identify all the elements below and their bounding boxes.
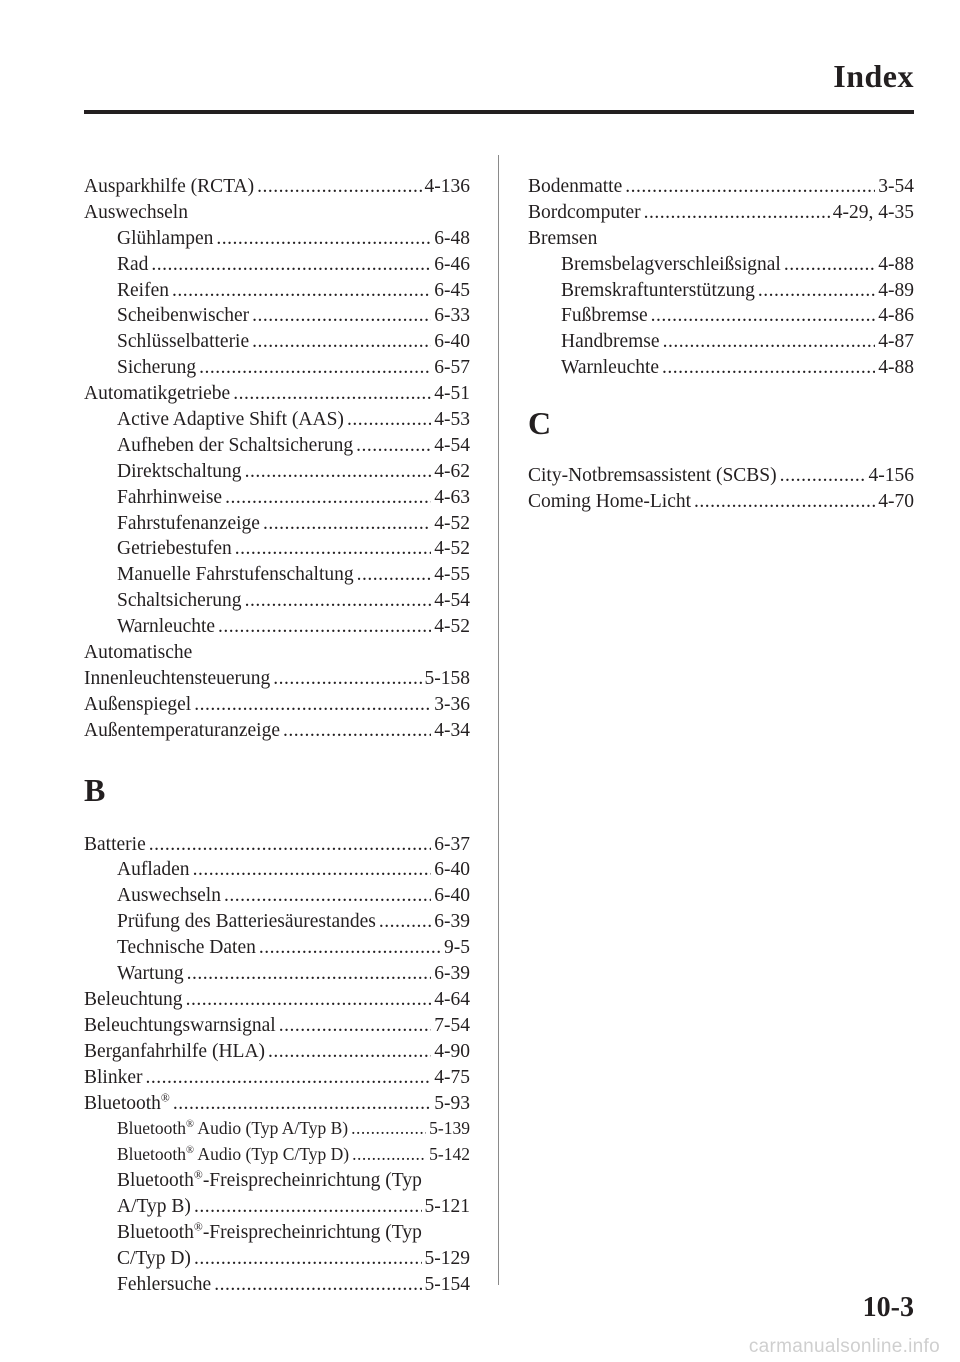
entry-label: Wartung xyxy=(117,963,184,985)
index-subentry xyxy=(84,407,470,433)
entry-label-suffix: Audio (Typ A/Typ B) xyxy=(194,1118,349,1139)
entry-label: Berganfahrhilfe (HLA) xyxy=(84,1040,266,1062)
entry-label: Coming Home-Licht xyxy=(528,491,692,513)
entry-label xyxy=(84,1091,170,1117)
entry-label: Ausparkhilfe (RCTA) xyxy=(84,176,255,197)
leader-dots xyxy=(758,278,875,304)
index-entry xyxy=(84,666,470,692)
entry-label: Direktschaltung xyxy=(117,460,242,482)
entry-page: 3-36 xyxy=(434,693,470,715)
entry-label: Schaltsicherung xyxy=(117,590,242,612)
index-column-right xyxy=(528,174,914,515)
column-divider xyxy=(498,155,499,1285)
index-subentry xyxy=(84,1194,470,1220)
entry-page: 4-88 xyxy=(878,357,914,379)
entry-page: 6-37 xyxy=(434,833,470,855)
entry-label: Bodenmatte xyxy=(528,176,623,197)
leader-dots xyxy=(172,278,431,304)
entry-label: Bremskraftunterstützung xyxy=(561,279,755,301)
leader-dots xyxy=(347,407,431,433)
entry-page: 4-63 xyxy=(434,486,470,508)
leader-dots xyxy=(268,1039,431,1065)
index-subentry xyxy=(84,909,470,935)
leader-dots xyxy=(279,1013,432,1039)
leader-dots xyxy=(273,666,421,692)
index-subentry xyxy=(84,226,470,252)
index-entry-heading: Automatische xyxy=(84,642,193,664)
index-entry xyxy=(84,718,470,744)
entry-page: 6-40 xyxy=(434,331,470,353)
entry-label: Fahrstufenanzeige xyxy=(117,512,260,534)
leader-dots xyxy=(216,226,431,252)
entry-page: 4-53 xyxy=(434,409,470,431)
leader-dots xyxy=(257,174,421,200)
index-subentry xyxy=(84,329,470,355)
leader-dots xyxy=(352,1142,426,1168)
index-entry xyxy=(84,692,470,718)
entry-label: Bremsbelagverschleißsignal xyxy=(561,253,781,275)
index-entry xyxy=(528,174,914,200)
leader-dots xyxy=(199,355,431,381)
index-entry xyxy=(528,200,914,226)
index-subentry xyxy=(84,459,470,485)
entry-page: 4-156 xyxy=(868,465,914,487)
leader-dots xyxy=(235,536,431,562)
index-subentry xyxy=(84,511,470,537)
leader-dots xyxy=(625,174,875,200)
index-subentry xyxy=(84,252,470,278)
entry-page: 5-139 xyxy=(429,1118,470,1139)
index-subentry xyxy=(84,961,470,987)
index-subentry xyxy=(84,935,470,961)
leader-dots xyxy=(186,987,432,1013)
leader-dots xyxy=(245,459,432,485)
index-subentry xyxy=(528,329,914,355)
entry-page: 6-33 xyxy=(434,305,470,327)
registered-mark: ® xyxy=(186,1145,195,1157)
entry-page: 5-154 xyxy=(424,1273,470,1295)
section-letter-b: B xyxy=(84,771,106,808)
leader-dots xyxy=(252,329,431,355)
section-letter-c: C xyxy=(528,405,552,442)
entry-label-suffix: -Freisprecheinrichtung (Typ xyxy=(202,1221,422,1243)
leader-dots xyxy=(263,511,431,537)
entry-label: City-Notbremsassistent (SCBS) xyxy=(528,465,777,487)
index-subentry xyxy=(84,1246,470,1272)
entry-page: 7-54 xyxy=(434,1014,470,1036)
page-number: 10-3 xyxy=(862,1292,914,1323)
entry-page: 4-75 xyxy=(434,1066,470,1088)
header-rule xyxy=(84,110,914,114)
entry-label: Sicherung xyxy=(117,357,197,379)
entry-page: 4-55 xyxy=(434,564,470,586)
leader-dots xyxy=(193,857,432,883)
entry-label: Bordcomputer xyxy=(528,201,641,223)
entry-page: 4-86 xyxy=(878,305,914,327)
entry-label: Handbremse xyxy=(561,331,660,353)
index-subentry xyxy=(84,485,470,511)
entry-label: C/Typ D) xyxy=(117,1247,191,1269)
index-entry xyxy=(84,832,470,858)
entry-label-text: Bluetooth xyxy=(84,1092,161,1114)
entry-label: Active Adaptive Shift (AAS) xyxy=(117,409,344,431)
leader-dots xyxy=(187,961,432,987)
leader-dots xyxy=(694,489,875,515)
leader-dots xyxy=(644,200,830,226)
entry-page: 6-45 xyxy=(434,279,470,301)
index-subentry xyxy=(84,355,470,381)
index-subentry xyxy=(84,1272,470,1298)
leader-dots xyxy=(233,381,431,407)
entry-label: Reifen xyxy=(117,279,169,301)
leader-dots xyxy=(784,252,875,278)
entry-label-text: Bluetooth xyxy=(117,1221,194,1243)
leader-dots xyxy=(780,463,866,489)
entry-page: 6-46 xyxy=(434,253,470,275)
entry-label: Getriebestufen xyxy=(117,538,232,560)
entry-label: Beleuchtung xyxy=(84,988,183,1010)
index-entry xyxy=(528,489,914,515)
index-subentry xyxy=(528,303,914,329)
entry-label: Warnleuchte xyxy=(561,357,660,379)
index-subentry xyxy=(84,614,470,640)
entry-page: 4-52 xyxy=(434,538,470,560)
index-entry xyxy=(84,1039,470,1065)
entry-page: 4-52 xyxy=(434,616,470,638)
entry-page: 6-40 xyxy=(434,885,470,907)
entry-page: 6-40 xyxy=(434,859,470,881)
entry-label-suffix: -Freisprecheinrichtung (Typ xyxy=(202,1170,422,1192)
index-subentry xyxy=(84,303,470,329)
registered-mark: ® xyxy=(193,1168,203,1182)
entry-label: Rad xyxy=(117,253,149,275)
entry-label: Prüfung des Batteriesäurestandes xyxy=(117,911,376,933)
entry-page: 6-48 xyxy=(434,227,470,249)
index-subentry xyxy=(84,536,470,562)
index-entry xyxy=(84,987,470,1013)
index-subentry xyxy=(84,433,470,459)
watermark-text: carmanualsonline.info xyxy=(748,1336,940,1357)
index-subentry xyxy=(84,278,470,304)
entry-page: 4-34 xyxy=(434,719,470,741)
entry-page: 4-62 xyxy=(434,460,470,482)
leader-dots xyxy=(663,329,876,355)
entry-label: A/Typ B) xyxy=(117,1196,191,1218)
entry-label: Fehlersuche xyxy=(117,1273,212,1295)
index-subentry xyxy=(84,883,470,909)
entry-page: 5-158 xyxy=(424,667,470,689)
entry-page: 5-129 xyxy=(424,1247,470,1269)
index-entry xyxy=(84,1091,470,1117)
entry-label-text: Bluetooth xyxy=(117,1170,194,1192)
entry-label: Beleuchtungswarnsignal xyxy=(84,1014,276,1036)
entry-label: Außentemperaturanzeige xyxy=(84,719,280,741)
entry-page: 4-89 xyxy=(878,279,914,301)
entry-label-suffix: Audio (Typ C/Typ D) xyxy=(194,1144,350,1165)
registered-mark: ® xyxy=(160,1091,170,1104)
entry-label: Batterie xyxy=(84,833,146,855)
entry-label: Aufladen xyxy=(117,859,190,881)
leader-dots xyxy=(214,1272,421,1298)
index-subentry xyxy=(84,588,470,614)
leader-dots xyxy=(356,433,431,459)
entry-page: 5-93 xyxy=(434,1092,470,1114)
entry-label: Fahrhinweise xyxy=(117,486,223,508)
entry-label-text: Bluetooth xyxy=(117,1118,187,1139)
entry-page: 5-121 xyxy=(424,1196,470,1218)
leader-dots xyxy=(662,355,875,381)
entry-label: Außenspiegel xyxy=(84,693,192,715)
index-entry-heading: Bremsen xyxy=(528,227,598,249)
index-subentry xyxy=(528,278,914,304)
leader-dots xyxy=(357,562,432,588)
entry-page: 4-29, 4-35 xyxy=(832,201,914,223)
entry-page: 4-54 xyxy=(434,434,470,456)
leader-dots xyxy=(651,303,876,329)
entry-page: 4-54 xyxy=(434,590,470,612)
index-entry-heading: Auswechseln xyxy=(84,201,188,223)
index-subentry-heading xyxy=(84,1168,470,1194)
entry-label: Blinker xyxy=(84,1066,143,1088)
entry-page: 6-39 xyxy=(434,911,470,933)
entry-label: Auswechseln xyxy=(117,885,221,907)
entry-label: Automatikgetriebe xyxy=(84,383,231,405)
page-title: Index xyxy=(833,58,914,94)
index-entry xyxy=(528,463,914,489)
index-column-left xyxy=(84,174,470,1298)
leader-dots xyxy=(224,883,431,909)
leader-dots xyxy=(149,832,432,858)
entry-page: 4-88 xyxy=(878,253,914,275)
leader-dots xyxy=(259,935,441,961)
leader-dots xyxy=(245,588,432,614)
entry-page: 6-39 xyxy=(434,963,470,985)
entry-page: 4-52 xyxy=(434,512,470,534)
entry-label: Schlüsselbatterie xyxy=(117,331,250,353)
leader-dots xyxy=(146,1065,432,1091)
entry-page: 5-142 xyxy=(429,1144,470,1165)
leader-dots xyxy=(252,303,431,329)
entry-page: 4-136 xyxy=(424,176,470,197)
entry-label xyxy=(117,1142,349,1168)
leader-dots xyxy=(283,718,431,744)
leader-dots xyxy=(351,1116,426,1142)
index-subentry xyxy=(528,252,914,278)
entry-label: Warnleuchte xyxy=(117,616,216,638)
leader-dots xyxy=(173,1091,431,1117)
index-entry xyxy=(84,1013,470,1039)
index-subentry xyxy=(84,1116,470,1142)
entry-label: Fußbremse xyxy=(561,305,648,327)
entry-label: Manuelle Fahrstufenschaltung xyxy=(117,564,354,586)
entry-label xyxy=(117,1116,348,1142)
entry-page: 4-70 xyxy=(878,491,914,513)
leader-dots xyxy=(225,485,431,511)
entry-label-text: Bluetooth xyxy=(117,1144,187,1165)
entry-label: Aufheben der Schaltsicherung xyxy=(117,434,354,456)
entry-page: 4-51 xyxy=(434,383,470,405)
index-subentry-heading xyxy=(84,1220,470,1246)
entry-page: 3-54 xyxy=(878,176,914,197)
entry-label: Scheibenwischer xyxy=(117,305,250,327)
leader-dots xyxy=(379,909,431,935)
entry-label: Innenleuchtensteuerung xyxy=(84,667,271,689)
registered-mark: ® xyxy=(193,1220,203,1234)
index-subentry xyxy=(84,562,470,588)
leader-dots xyxy=(194,1246,422,1272)
registered-mark: ® xyxy=(186,1119,195,1131)
entry-page: 4-87 xyxy=(878,331,914,353)
index-entry xyxy=(84,174,470,200)
leader-dots xyxy=(151,252,431,278)
leader-dots xyxy=(194,1194,422,1220)
entry-page: 4-90 xyxy=(434,1040,470,1062)
leader-dots xyxy=(218,614,431,640)
entry-label: Technische Daten xyxy=(117,937,256,959)
entry-label: Glühlampen xyxy=(117,227,214,249)
index-subentry xyxy=(528,355,914,381)
index-entry xyxy=(84,381,470,407)
entry-page: 4-64 xyxy=(434,988,470,1010)
index-subentry xyxy=(84,857,470,883)
index-entry xyxy=(84,1065,470,1091)
index-subentry xyxy=(84,1142,470,1168)
leader-dots xyxy=(194,692,431,718)
entry-page: 6-57 xyxy=(434,357,470,379)
entry-page: 9-5 xyxy=(444,937,470,959)
